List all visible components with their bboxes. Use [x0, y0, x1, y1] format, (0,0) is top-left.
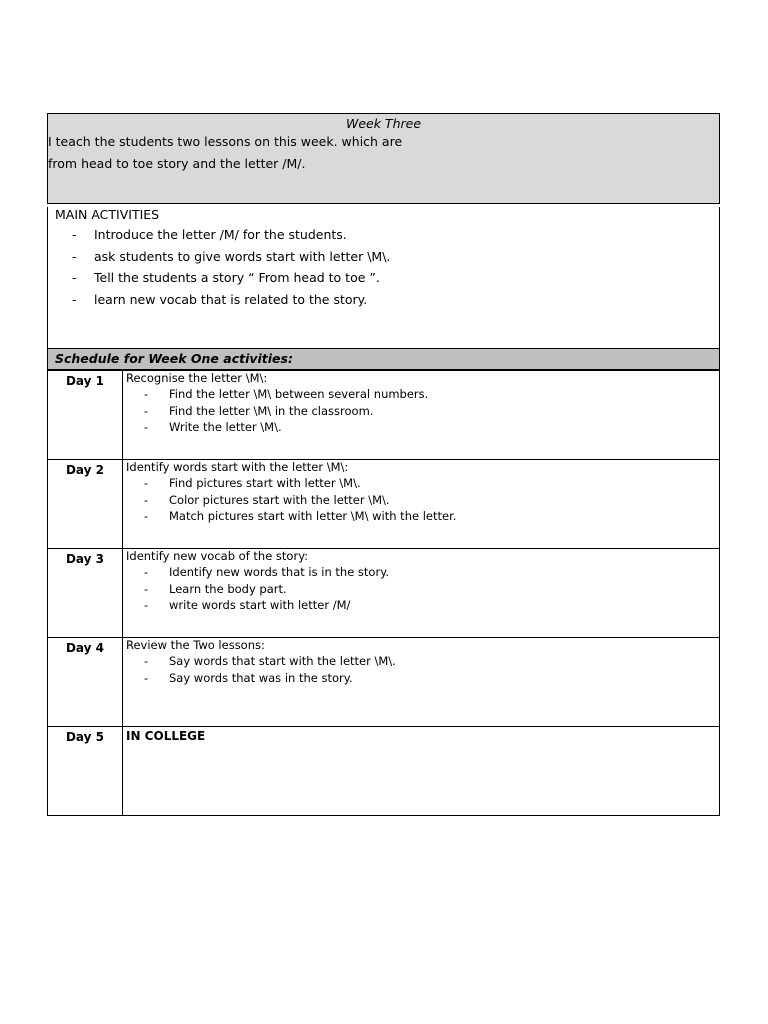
day-title: Review the Two lessons:: [126, 638, 265, 652]
list-item: - Learn the body part.: [144, 581, 287, 596]
day-content: [123, 371, 720, 460]
main-activities-section: [47, 207, 720, 349]
list-item: - Match pictures start with letter \M\ with the letter.: [144, 509, 457, 523]
day-content: [123, 460, 720, 549]
day-activity-list: [126, 564, 719, 614]
day-label: Day 5: [48, 727, 123, 816]
main-activity-item: - learn new vocab that is related to the story.: [72, 291, 368, 307]
table-row: [48, 638, 720, 727]
list-item: - Color pictures start with the letter \M\.: [144, 492, 390, 507]
main-activities-title: MAIN ACTIVITIES: [55, 207, 160, 222]
day-activity-list: [126, 386, 719, 436]
day-label: Day 4: [48, 638, 123, 727]
list-item: - Say words that was in the story.: [144, 670, 353, 685]
day-label: Day 2: [48, 460, 123, 549]
day-label: Day 3: [48, 549, 123, 638]
schedule-table: [47, 370, 720, 816]
day-content: [123, 549, 720, 638]
main-activity-item: - ask students to give words start with letter \M\.: [72, 248, 391, 264]
table-row: [48, 549, 720, 638]
day-title: Identify words start with the letter \M\:: [126, 460, 349, 474]
week-header: [47, 113, 720, 204]
list-item: - Say words that start with the letter \M\.: [144, 654, 396, 668]
day-activity-list: [126, 653, 719, 686]
list-item: - write words start with letter /M/: [144, 598, 351, 612]
lesson-plan-document: [47, 113, 720, 816]
day-label: Day 1: [48, 371, 123, 460]
week-title: Week Three: [345, 116, 422, 131]
day-title: Identify new vocab of the story:: [126, 549, 309, 563]
list-item: - Find pictures start with letter \M\.: [144, 476, 361, 490]
table-row: [48, 460, 720, 549]
day-content: [123, 638, 720, 727]
table-row: [48, 371, 720, 460]
day-title: Recognise the letter \M\:: [126, 371, 268, 385]
intro-line-2: from head to toe story and the letter /M/.: [48, 156, 306, 171]
list-item: - Find the letter \M\ between several numbers.: [144, 387, 429, 401]
intro-line-1: I teach the students two lessons on this week. which are: [48, 134, 403, 149]
day-activity-list: [126, 475, 719, 525]
schedule-title: Schedule for Week One activities:: [47, 349, 720, 370]
day-content: [123, 727, 720, 816]
table-row: [48, 727, 720, 816]
main-activity-item: - Introduce the letter /M/ for the students.: [72, 227, 347, 242]
list-item: - Identify new words that is in the story.: [144, 565, 390, 579]
main-activity-item: - Tell the students a story “ From head to toe ”.: [72, 270, 380, 285]
main-activities-list: [48, 224, 719, 310]
day-title: IN COLLEGE: [126, 729, 206, 743]
list-item: - Write the letter \M\.: [144, 420, 282, 434]
list-item: - Find the letter \M\ in the classroom.: [144, 403, 374, 418]
